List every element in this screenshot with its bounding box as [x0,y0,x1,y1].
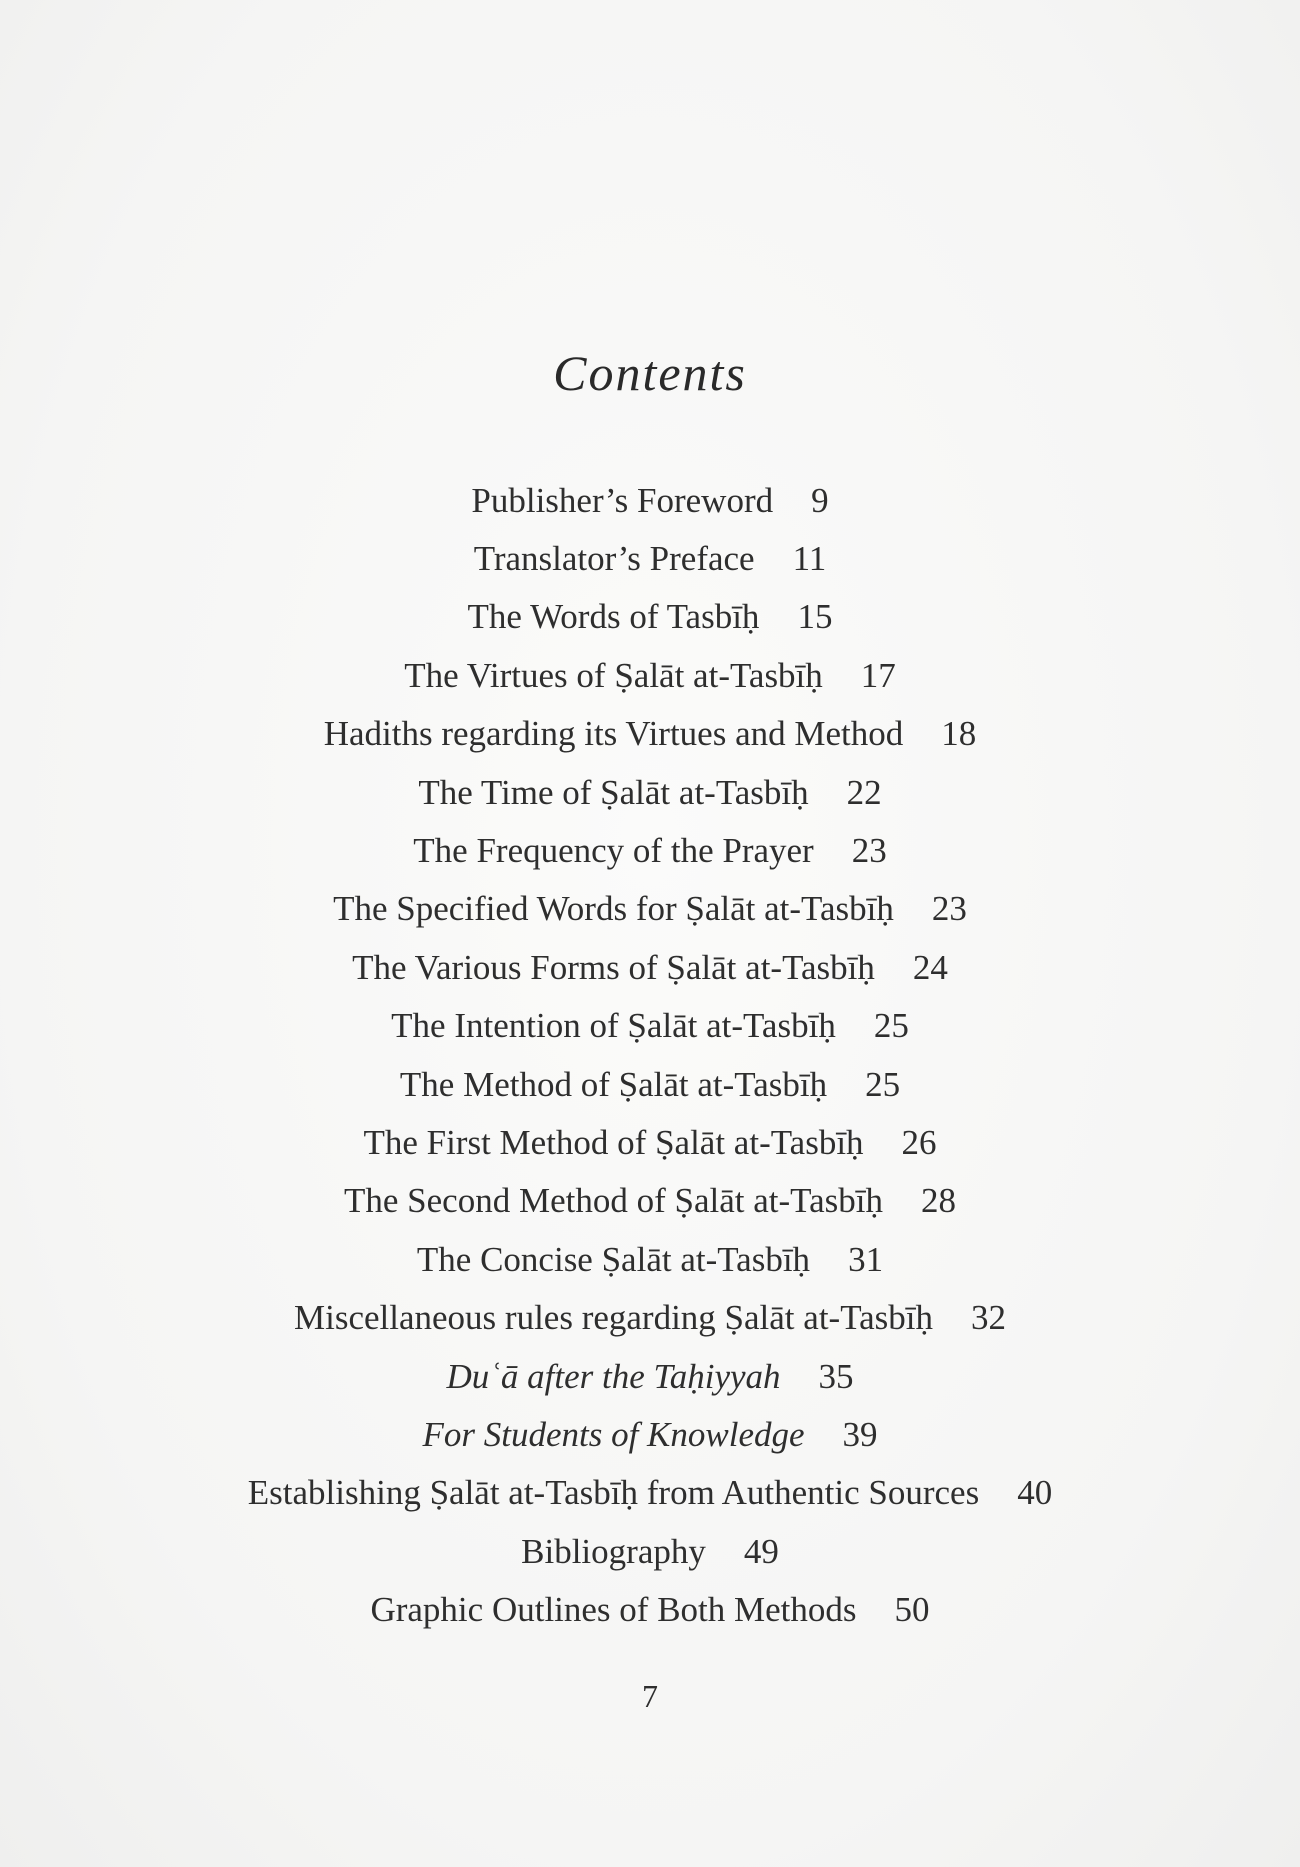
toc-entry-title: Graphic Outlines of Both Methods [370,1590,857,1630]
toc-entry [0,646,1300,704]
toc-entry [0,1347,1300,1405]
toc-entry [0,1580,1300,1638]
toc-entry-title: Hadiths regarding its Virtues and Method [323,714,904,754]
toc-entry-page: 50 [894,1590,930,1630]
toc-entry [0,1113,1300,1171]
toc-entry-title: Translator’s Preface [473,539,755,579]
toc-entry-page: 28 [920,1181,956,1221]
toc-entry-page: 18 [941,714,977,754]
toc-entry-title: For Students of Knowledge [422,1414,805,1454]
toc-entry [0,705,1300,763]
toc-entry-title: The Time of Ṣalāt at-Tasbīḥ [418,772,809,812]
toc-entry [0,880,1300,938]
toc-entry [0,763,1300,821]
toc-entry-title: The Words of Tasbīḥ [467,597,760,637]
toc-entry-page: 31 [848,1239,884,1279]
toc-entry-page: 39 [842,1414,878,1454]
toc-entry [0,1288,1300,1346]
toc-entry-page: 49 [743,1531,779,1571]
toc-entry-title: Establishing Ṣalāt at-Tasbīḥ from Authentic Sources [247,1473,980,1513]
toc-entry-title: Miscellaneous rules regarding Ṣalāt at-Tasbīḥ [293,1298,934,1338]
toc-entry [0,1522,1300,1580]
toc-entry-page: 23 [851,831,887,871]
toc-entry-page: 35 [818,1356,854,1396]
toc-entry-title: Duʿā after the Taḥiyyah [446,1356,781,1396]
toc-entry-page: 15 [797,597,833,637]
toc-entry-page: 25 [865,1064,901,1104]
toc-entry-page: 26 [901,1122,937,1162]
toc-entry-title: Publisher’s Foreword [471,480,774,520]
toc-entry [0,471,1300,529]
toc-entry-page: 11 [792,539,827,579]
toc-entry [0,529,1300,587]
toc-entry [0,1172,1300,1230]
toc-entry [0,1464,1300,1522]
toc-entry-page: 9 [811,480,829,520]
toc-entry-title: Bibliography [521,1531,706,1571]
toc-entry-title: The Second Method of Ṣalāt at-Tasbīḥ [344,1181,883,1221]
page-number: 7 [642,1678,658,1714]
toc-entry-title: The Virtues of Ṣalāt at-Tasbīḥ [404,655,823,695]
toc-entry [0,1405,1300,1463]
toc-entry-title: The Intention of Ṣalāt at-Tasbīḥ [391,1006,836,1046]
toc-entry-page: 23 [931,889,967,929]
toc-entry [0,1055,1300,1113]
toc-entry-page: 25 [873,1006,909,1046]
toc-entry-title: The Frequency of the Prayer [413,831,814,871]
toc-entry [0,938,1300,996]
toc-entry-title: The Various Forms of Ṣalāt at-Tasbīḥ [352,947,875,987]
toc-entry-title: The Method of Ṣalāt at-Tasbīḥ [399,1064,828,1104]
toc-entry-title: The First Method of Ṣalāt at-Tasbīḥ [363,1122,864,1162]
toc-entry-title: The Specified Words for Ṣalāt at-Tasbīḥ [333,889,894,929]
toc-entry-page: 17 [860,655,896,695]
toc-entry [0,1230,1300,1288]
toc-entry-title: The Concise Ṣalāt at-Tasbīḥ [416,1239,811,1279]
toc-entry [0,588,1300,646]
toc-entry-page: 40 [1017,1473,1053,1513]
contents-heading: Contents [553,345,747,401]
table-of-contents [0,471,1300,1639]
toc-entry [0,997,1300,1055]
toc-entry-page: 32 [971,1298,1007,1338]
toc-entry-page: 22 [846,772,882,812]
toc-entry [0,821,1300,879]
toc-entry-page: 24 [912,947,948,987]
